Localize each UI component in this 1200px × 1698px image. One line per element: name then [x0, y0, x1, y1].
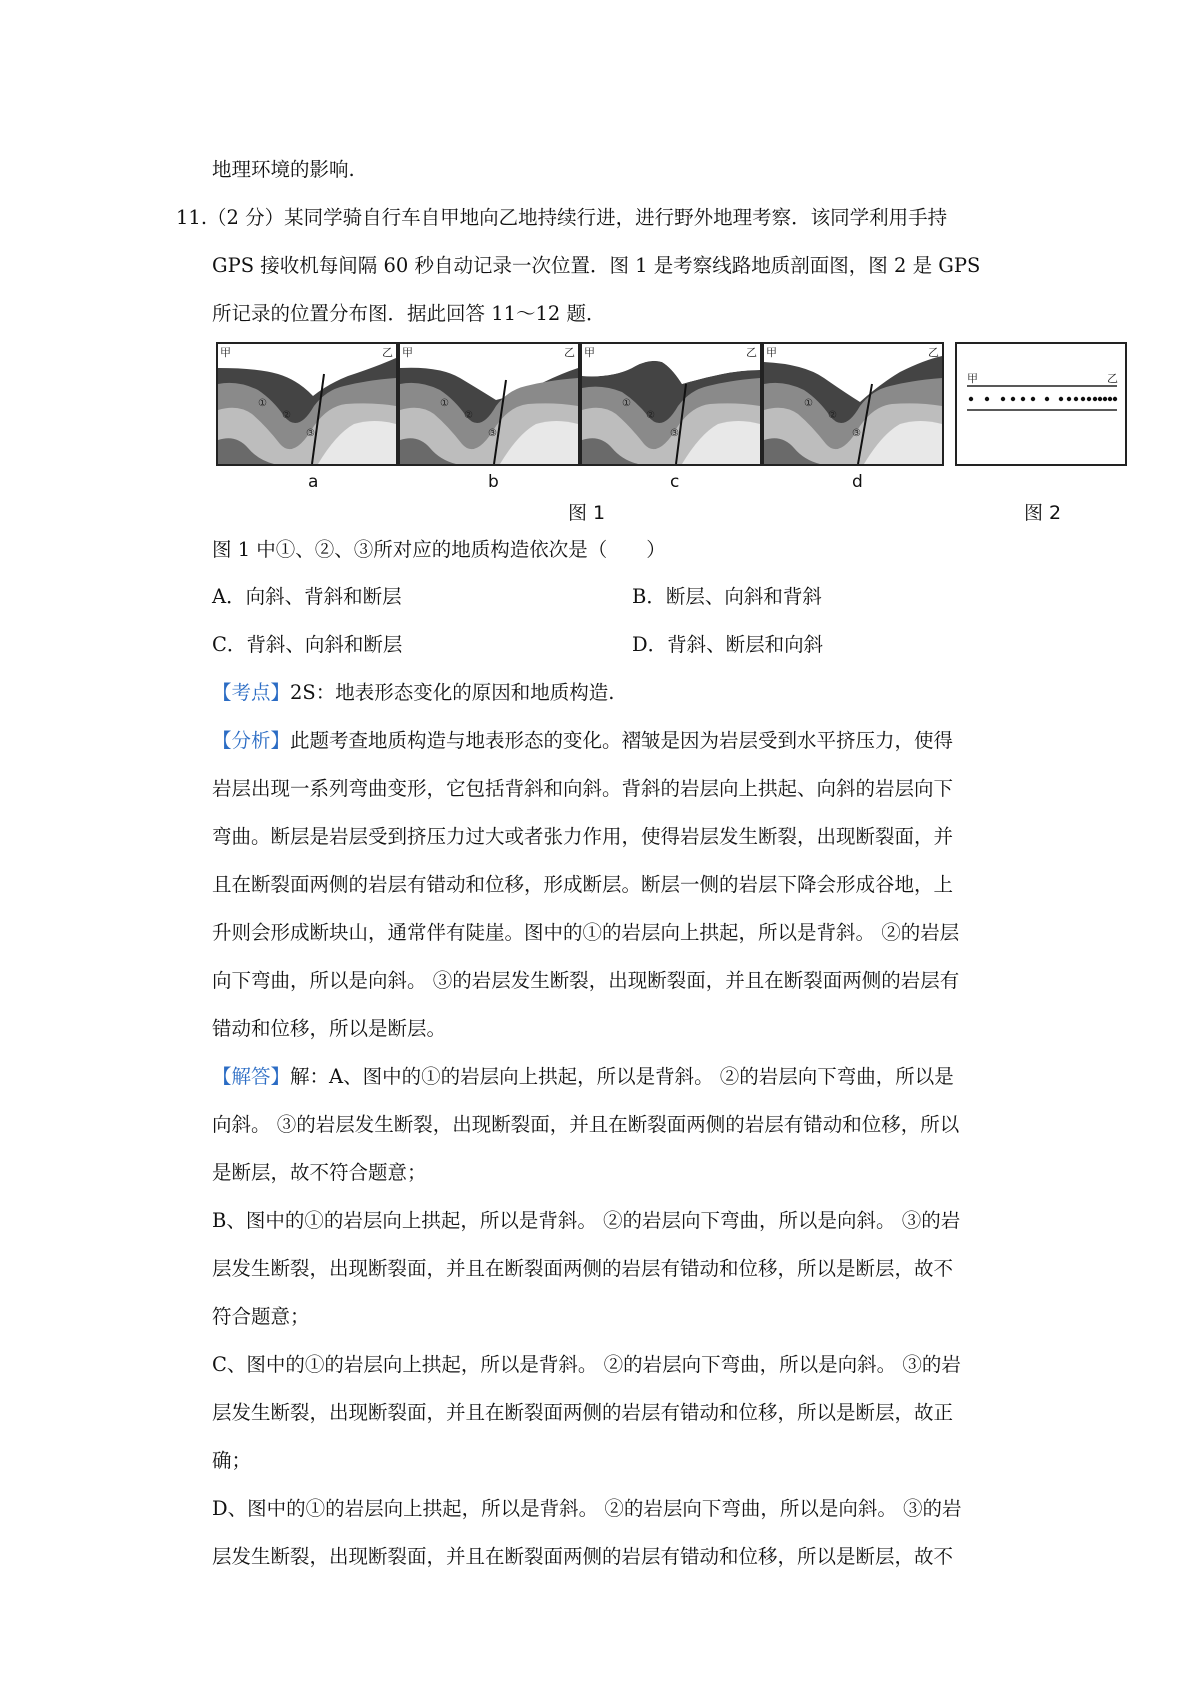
panel-d-marker-2: ②	[828, 410, 837, 421]
jieda-line-1: 向斜。 ③的岩层发生断裂，出现断裂面，并且在断裂面两侧的岩层有错动和位移，所以	[212, 1113, 960, 1136]
figure1-panel-b	[398, 342, 580, 466]
jieda-line-9: D、图中的①的岩层向上拱起，所以是背斜。 ②的岩层向下弯曲，所以是向斜。 ③的岩	[212, 1497, 962, 1520]
jieda-line-5: 符合题意；	[212, 1305, 310, 1328]
question-prompt: 图 1 中①、②、③所对应的地质构造依次是（ ）	[212, 538, 666, 561]
jieda-line-8: 确；	[212, 1449, 252, 1472]
fig2-end-label: 乙	[1107, 372, 1118, 385]
panel-b-marker-3: ③	[488, 428, 497, 439]
continued-text: 地理环境的影响.	[212, 158, 355, 181]
fenxi-line-6: 错动和位移，所以是断层。	[212, 1017, 447, 1040]
panel-c-marker-3: ③	[670, 428, 679, 439]
figure1-caption: 图 1	[568, 502, 606, 524]
panel-b-start-label: 甲	[402, 346, 413, 359]
question-11-stem-line3: 所记录的位置分布图．据此回答 11～12 题．	[212, 302, 606, 325]
jieda-text-0: 解：A、图中的①的岩层向上拱起，所以是背斜。 ②的岩层向下弯曲，所以是	[290, 1065, 954, 1088]
figure1-panel-d	[762, 342, 944, 466]
option-b: B．断层、向斜和背斜	[632, 585, 822, 608]
jieda-line-10: 层发生断裂，出现断裂面，并且在断裂面两侧的岩层有错动和位移，所以是断层，故不	[212, 1545, 954, 1568]
fenxi-line-1: 岩层出现一系列弯曲变形，它包括背斜和向斜。背斜的岩层向上拱起、向斜的岩层向下	[212, 777, 954, 800]
option-a: A．向斜、背斜和断层	[212, 585, 402, 608]
panel-a-start-label: 甲	[220, 346, 231, 359]
fenxi-line-5: 向下弯曲，所以是向斜。 ③的岩层发生断裂，出现断裂面，并且在断裂面两侧的岩层有	[212, 969, 960, 992]
figure2-caption: 图 2	[1024, 502, 1062, 524]
fig2-start-label: 甲	[967, 372, 978, 385]
panel-b-marker-2: ②	[464, 410, 473, 421]
kaodian-line	[212, 683, 614, 703]
figure2-gps-panel	[955, 342, 1127, 466]
kaodian-text: 2S：地表形态变化的原因和地质构造.	[290, 681, 615, 704]
panel-a-end-label: 乙	[382, 346, 393, 359]
panel-caption-a: a	[308, 472, 319, 492]
question-11-stem: 11.（2 分）某同学骑自行车自甲地向乙地持续行进，进行野外地理考察．该同学利用手持	[176, 206, 948, 229]
jieda-line-2: 是断层，故不符合题意；	[212, 1161, 427, 1184]
panel-caption-c: c	[670, 472, 680, 492]
fenxi-text-0: 此题考查地质构造与地表形态的变化。褶皱是因为岩层受到水平挤压力，使得	[290, 729, 954, 752]
jieda-line-3: B、图中的①的岩层向上拱起，所以是背斜。 ②的岩层向下弯曲，所以是向斜。 ③的岩	[212, 1209, 961, 1232]
fenxi-line-3: 且在断裂面两侧的岩层有错动和位移，形成断层。断层一侧的岩层下降会形成谷地，上	[212, 873, 954, 896]
fenxi-line-0	[212, 731, 953, 751]
figure1-panel-c	[580, 342, 762, 466]
panel-d-marker-1: ①	[804, 398, 813, 409]
fenxi-tag: 【分析】	[212, 729, 291, 752]
jieda-tag: 【解答】	[212, 1065, 291, 1088]
jieda-line-7: 层发生断裂，出现断裂面，并且在断裂面两侧的岩层有错动和位移，所以是断层，故正	[212, 1401, 954, 1424]
option-c: C．背斜、向斜和断层	[212, 633, 403, 656]
kaodian-tag: 【考点】	[212, 681, 291, 704]
panel-a-marker-3: ③	[306, 428, 315, 439]
figure1-panel-a	[216, 342, 398, 466]
panel-b-marker-1: ①	[440, 398, 449, 409]
fenxi-line-2: 弯曲。断层是岩层受到挤压力过大或者张力作用，使得岩层发生断裂，出现断裂面，并	[212, 825, 954, 848]
jieda-line-4: 层发生断裂，出现断裂面，并且在断裂面两侧的岩层有错动和位移，所以是断层，故不	[212, 1257, 954, 1280]
panel-c-marker-1: ①	[622, 398, 631, 409]
panel-d-end-label: 乙	[928, 346, 939, 359]
option-d: D．背斜、断层和向斜	[632, 633, 824, 656]
fenxi-line-4: 升则会形成断块山，通常伴有陡崖。图中的①的岩层向上拱起，所以是背斜。 ②的岩层	[212, 921, 960, 944]
question-11-stem-line2: GPS 接收机每间隔 60 秒自动记录一次位置．图 1 是考察线路地质剖面图，图 2 是 GPS	[212, 254, 981, 277]
panel-a-marker-2: ②	[282, 410, 291, 421]
panel-d-marker-3: ③	[852, 428, 861, 439]
panel-a-marker-1: ①	[258, 398, 267, 409]
panel-caption-d: d	[852, 472, 863, 492]
panel-d-start-label: 甲	[766, 346, 777, 359]
panel-b-end-label: 乙	[564, 346, 575, 359]
panel-c-end-label: 乙	[746, 346, 757, 359]
panel-c-start-label: 甲	[584, 346, 595, 359]
jieda-line-0	[212, 1067, 954, 1087]
jieda-line-6: C、图中的①的岩层向上拱起，所以是背斜。 ②的岩层向下弯曲，所以是向斜。 ③的岩	[212, 1353, 961, 1376]
panel-caption-b: b	[488, 472, 499, 492]
gps-points	[969, 397, 1117, 401]
panel-c-marker-2: ②	[646, 410, 655, 421]
